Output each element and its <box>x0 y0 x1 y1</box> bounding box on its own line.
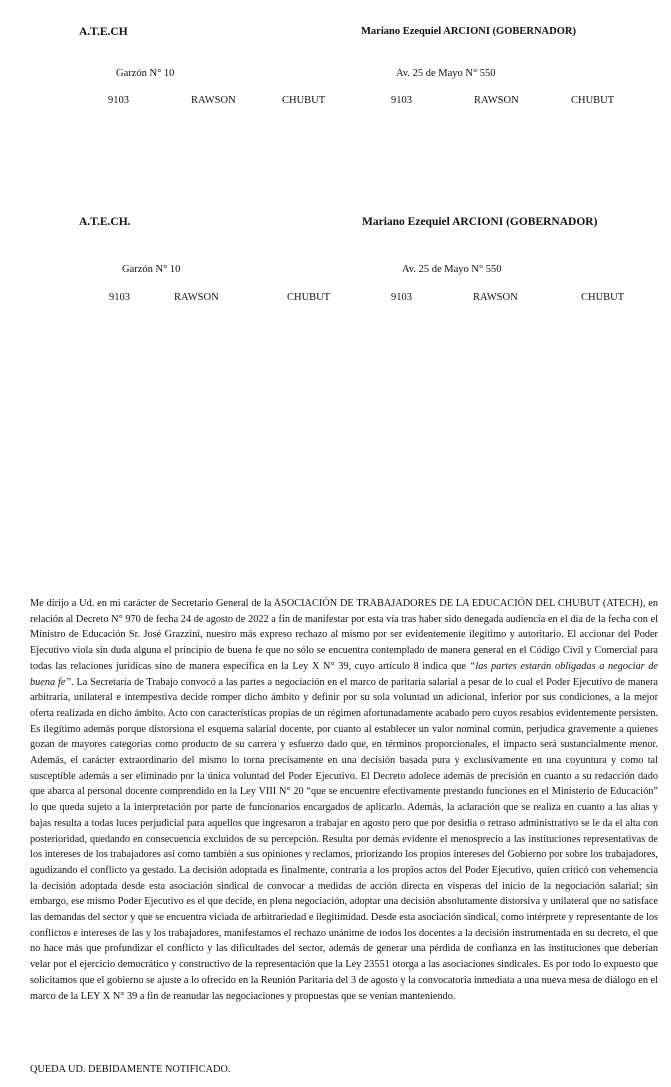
sender-name: A.T.E.CH <box>79 26 128 38</box>
sender-name: A.T.E.CH. <box>79 216 131 228</box>
sender-city: RAWSON <box>174 292 219 303</box>
recipient-city: RAWSON <box>473 292 518 303</box>
letter-body-part1: Me dirijo a Ud. en mi carácter de Secretario General de la ASOCIACIÓN DE TRABAJADORES DE LA EDUCACIÓN DEL CHUBUT (ATECH), en relación al Decreto N° 970 de fecha 24 de agosto de 2022 a fin de manifestar por esta vía tras haber sido denegada audiencia en el día de la fecha con el Ministro de Educación Sr. José Grazzini, nuestro más expreso rechazo al mismo por ser evidentemente ilegítimo y autoritario. El accionar del Poder Ejecutivo viola sin duda alguna el principio de buena fe que no sólo se encuentra contemplado de manera general en el Código Civil y Comercial para todas las relaciones jurídicas sino de manera específica en la Ley X N° 39, cuyo artículo 8 indica que <box>30 598 658 672</box>
letter-closing: QUEDA UD. DEBIDAMENTE NOTIFICADO. <box>30 1064 231 1075</box>
sender-city: RAWSON <box>191 95 236 106</box>
recipient-postal-code: 9103 <box>391 292 412 303</box>
recipient-province: CHUBUT <box>581 292 625 303</box>
recipient-address: Av. 25 de Mayo N° 550 <box>396 68 496 79</box>
letter-body <box>30 596 658 1004</box>
sender-address: Garzón N° 10 <box>122 264 181 275</box>
sender-postal-code: 9103 <box>108 95 129 106</box>
recipient-postal-code: 9103 <box>391 95 412 106</box>
recipient-name: Mariano Ezequiel ARCIONI (GOBERNADOR) <box>362 216 598 228</box>
sender-postal-code: 9103 <box>109 292 130 303</box>
recipient-address: Av. 25 de Mayo N° 550 <box>402 264 502 275</box>
recipient-name: Mariano Ezequiel ARCIONI (GOBERNADOR) <box>361 26 576 37</box>
recipient-city: RAWSON <box>474 95 519 106</box>
sender-address: Garzón N° 10 <box>116 68 175 79</box>
sender-province: CHUBUT <box>287 292 331 303</box>
letter-quote: “las partes estarán obligadas a negociar de buena fe” <box>30 660 658 688</box>
letter-body-part2: . La Secretaría de Trabajo convocó a las partes a negociación en el marco de paritaria salarial a pesar de lo cual el Poder Ejecutivo de manera arbitraria, unilateral e intempestiva decide romper dicho ámbito y definir por su sola voluntad un adicional, inferior por sus condiciones, a la mejor oferta realizada en dicho ámbito. Acto con características propias de un régimen afortunadamente acabado pero cuyos resabios evidentemente persisten. Es ilegítimo además porque distorsiona el esquema salarial docente, por cuanto al establecer un valor nominal común, perjudica gravemente a quienes gozan de mayores categorías como producto de su carrera y esfuerzo dado que, en términos proporcionales, el impacto será sustancialmente menor. Además, el carácter extraordinario del mismo lo torna precisamente en una decisión basada pura y exclusivamente en una coyuntura y como tal susceptible además a ser eliminado por la única voluntad del Poder Ejecutivo. El Decreto adolece además de precisión en cuanto a su redacción dado que abarca al personal docente comprendido en la Ley VIII N° 20 “que se encuentre efectivamente prestando funciones en el Ministerio de Educación” lo que queda sujeto a la interpretación por parte de funcionarios encargados de aplicarlo. Además, la aclaración que se realiza en cuanto a las altas y bajas resulta a todas luces perjudicial para aquellos que ingresaron a trabajar en agosto pero que por desidia o retraso administrativo se le da el alta con posterioridad, quedando en consecuencia excluidos de su percepción. Resulta por demás evidente el menosprecio a las instituciones representativas de los intereses de los trabajadores así como también a sus opiniones y reclamos, priorizando los propios intereses del Gobierno por sobre los trabajadores, agudizando el conflicto ya gestado. La decisión adoptada es finalmente, contraria a los propios actos del Poder Ejecutivo, quien criticó con vehemencia la decisión adoptada desde esta asociación sindical de convocar a medidas de acción directa en vísperas del inicio de la negociación salarial; sin embargo, ese mismo Poder Ejecutivo es el que decide, en plena negociación, adoptar una decisión absolutamente distorsiva y unilateral que no satisface las demandas del sector y que se encuentra viciada de arbitrariedad e ilegitimidad. Desde esta asociación sindical, como intérprete y representante de los conflictos e intereses de las y los trabajadores, manifestamos el rechazo unánime de todos los docentes a la decisión instrumentada en su decreto, el que no hace más que profundizar el conflicto y las dificultades del sector, además de generar una pérdida de confianza en las instituciones que deberían velar por el ejercicio democrático y constructivo de la representación que la Ley 23551 otorga a las asociaciones sindicales. Es por todo lo expuesto que solicitamos que el gobierno se ajuste a lo ofrecido en la Reunión Paritaria del 3 de agosto y la convocatoria inmediata a una nueva mesa de diálogo en el marco de la LEY X N° 39 a fin de reanudar las negociaciones y propuestas que se venían manteniendo. <box>30 676 658 1002</box>
recipient-province: CHUBUT <box>571 95 615 106</box>
sender-province: CHUBUT <box>282 95 326 106</box>
